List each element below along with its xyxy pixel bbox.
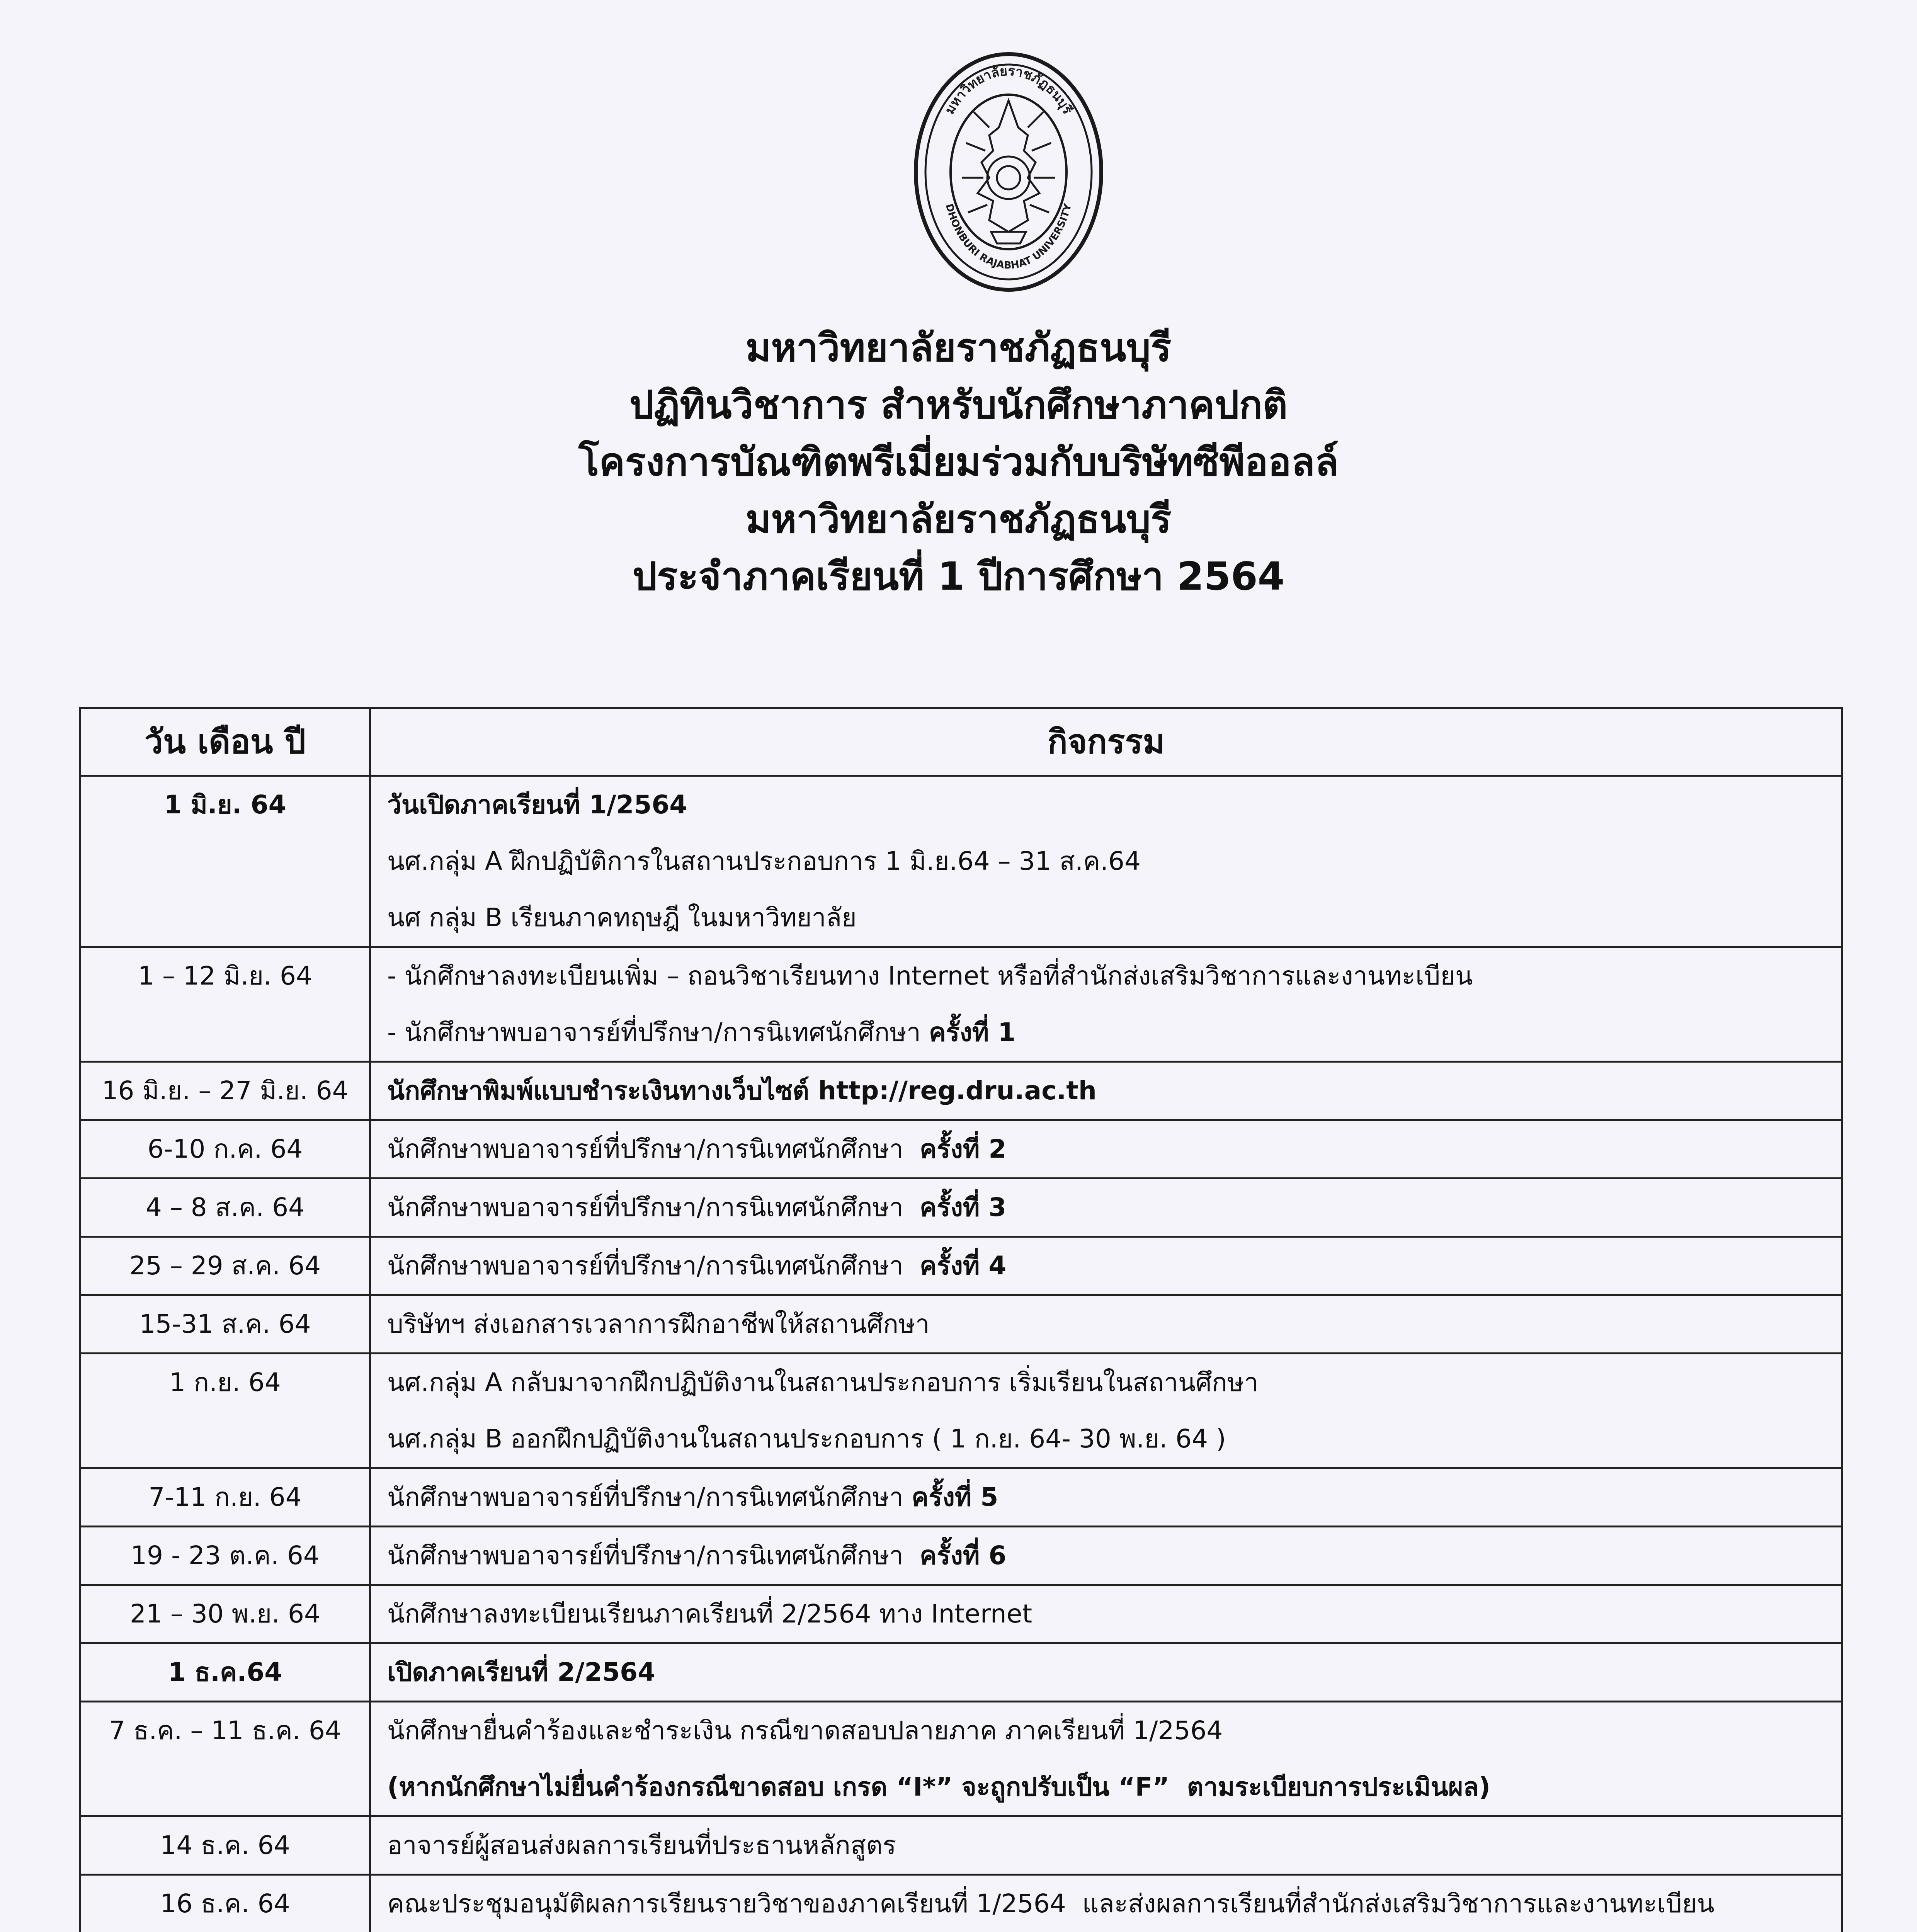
activity-text: วันเปิดภาคเรียนที่ 1/2564 bbox=[387, 790, 687, 820]
table-row bbox=[80, 1354, 1842, 1468]
row-activity bbox=[370, 1062, 1842, 1120]
table-row bbox=[80, 1643, 1842, 1702]
activity-line bbox=[387, 889, 1841, 946]
activity-text: นศ กลุ่ม B เรียนภาคทฤษฎี ในมหาวิทยาลัย bbox=[387, 903, 857, 932]
row-date: 16 ธ.ค. 64 bbox=[80, 1875, 370, 1932]
table-row bbox=[80, 1702, 1842, 1816]
row-date: 1 ก.ย. 64 bbox=[80, 1354, 370, 1468]
session-number: ครั้งที่ 2 bbox=[920, 1134, 1007, 1164]
activity-line bbox=[387, 1759, 1841, 1815]
activity-line bbox=[387, 1354, 1841, 1411]
activity-line bbox=[387, 1876, 1841, 1932]
date-column-header: วัน เดือน ปี bbox=[80, 708, 370, 776]
heading-term: ประจำภาคเรียนที่ 1 ปีการศึกษา 2564 bbox=[632, 554, 1285, 599]
table-row bbox=[80, 1875, 1842, 1932]
row-date: 1 ธ.ค.64 bbox=[80, 1643, 370, 1702]
activity-line bbox=[387, 1063, 1841, 1119]
activity-text: นักศึกษาพิมพ์แบบชำระเงินทางเว็บไซต์ http://reg.dru.ac.th bbox=[387, 1076, 1097, 1105]
row-activity bbox=[370, 1468, 1842, 1527]
activity-line bbox=[387, 1121, 1841, 1177]
activity-line bbox=[387, 1644, 1841, 1701]
table-row bbox=[80, 776, 1842, 947]
activity-text: นักศึกษาลงทะเบียนเรียนภาคเรียนที่ 2/2564 ทาง Internet bbox=[387, 1599, 1032, 1629]
activity-text: บริษัทฯ ส่งเอกสารเวลาการฝึกอาชีพให้สถานศึกษา bbox=[387, 1309, 930, 1339]
row-date: 21 – 30 พ.ย. 64 bbox=[80, 1585, 370, 1643]
document-headings bbox=[0, 325, 1917, 614]
session-number: ครั้งที่ 6 bbox=[920, 1541, 1007, 1570]
activity-text: คณะประชุมอนุมัติผลการเรียนรายวิชาของภาคเรียนที่ 1/2564 และส่งผลการเรียนที่สำนักส่งเสริมวิชาการและงานทะเบียน bbox=[387, 1889, 1715, 1918]
activity-column-header: กิจกรรม bbox=[370, 708, 1842, 776]
activity-text: อาจารย์ผู้สอนส่งผลการเรียนที่ประธานหลักสูตร bbox=[387, 1830, 896, 1860]
row-activity bbox=[370, 1295, 1842, 1354]
table-row bbox=[80, 1120, 1842, 1179]
activity-text: - นักศึกษาลงทะเบียนเพิ่ม – ถอนวิชาเรียนทาง Internet หรือที่สำนักส่งเสริมวิชาการและงานทะเบียน bbox=[387, 961, 1473, 991]
row-date: 7 ธ.ค. – 11 ธ.ค. 64 bbox=[80, 1702, 370, 1816]
row-activity bbox=[370, 1354, 1842, 1468]
row-activity bbox=[370, 1875, 1842, 1932]
seal-ring-text-top: มหาวิทยาลัยราชภัฏธนบุรี bbox=[942, 63, 1075, 117]
session-number: ครั้งที่ 3 bbox=[920, 1192, 1007, 1222]
activity-line bbox=[387, 833, 1841, 889]
row-date: 1 มิ.ย. 64 bbox=[80, 776, 370, 947]
row-activity bbox=[370, 1527, 1842, 1585]
row-date: 7-11 ก.ย. 64 bbox=[80, 1468, 370, 1527]
row-activity bbox=[370, 1702, 1842, 1816]
row-date: 25 – 29 ส.ค. 64 bbox=[80, 1237, 370, 1295]
heading-university: มหาวิทยาลัยราชภัฏธนบุรี bbox=[745, 325, 1172, 370]
activity-text: เปิดภาคเรียนที่ 2/2564 bbox=[387, 1657, 656, 1687]
activity-text: นักศึกษาพบอาจารย์ที่ปรึกษา/การนิเทศนักศึกษา bbox=[387, 1482, 912, 1512]
activity-text: นักศึกษาพบอาจารย์ที่ปรึกษา/การนิเทศนักศึกษา bbox=[387, 1192, 920, 1222]
session-number: ครั้งที่ 4 bbox=[920, 1251, 1007, 1281]
heading-calendar: ปฏิทินวิชาการ สำหรับนักศึกษาภาคปกติ bbox=[629, 382, 1288, 427]
row-date: 16 มิ.ย. – 27 มิ.ย. 64 bbox=[80, 1062, 370, 1120]
activity-line bbox=[387, 1586, 1841, 1642]
activity-text: นักศึกษายื่นคำร้องและชำระเงิน กรณีขาดสอบปลายภาค ภาคเรียนที่ 1/2564 bbox=[387, 1716, 1223, 1745]
row-date: 19 - 23 ต.ค. 64 bbox=[80, 1527, 370, 1585]
activity-line bbox=[387, 1469, 1841, 1526]
activity-text: นักศึกษาพบอาจารย์ที่ปรึกษา/การนิเทศนักศึกษา bbox=[387, 1251, 920, 1281]
table-row bbox=[80, 1527, 1842, 1585]
row-activity bbox=[370, 1237, 1842, 1295]
activity-text: นศ.กลุ่ม A กลับมาจากฝึกปฏิบัติงานในสถานประกอบการ เริ่มเรียนในสถานศึกษา bbox=[387, 1367, 1259, 1397]
academic-calendar-table bbox=[79, 707, 1843, 1932]
row-activity bbox=[370, 1179, 1842, 1237]
activity-text: นศ.กลุ่ม B ออกฝึกปฏิบัติงานในสถานประกอบการ ( 1 ก.ย. 64- 30 พ.ย. 64 ) bbox=[387, 1424, 1226, 1454]
table-row bbox=[80, 1585, 1842, 1643]
activity-line bbox=[387, 1527, 1841, 1584]
activity-line bbox=[387, 1817, 1841, 1874]
table-row bbox=[80, 1468, 1842, 1527]
session-number: ครั้งที่ 1 bbox=[929, 1017, 1016, 1047]
activity-line bbox=[387, 1411, 1841, 1467]
heading-project: โครงการบัณฑิตพรีเมี่ยมร่วมกับบริษัทซีพีออลล์ bbox=[578, 439, 1339, 485]
row-activity bbox=[370, 1816, 1842, 1875]
university-seal-logo bbox=[912, 50, 1105, 294]
table-row bbox=[80, 947, 1842, 1062]
activity-line bbox=[387, 1296, 1841, 1352]
row-date: 1 – 12 มิ.ย. 64 bbox=[80, 947, 370, 1062]
row-date: 15-31 ส.ค. 64 bbox=[80, 1295, 370, 1354]
table-row bbox=[80, 1295, 1842, 1354]
activity-line bbox=[387, 1702, 1841, 1759]
activity-text: - นักศึกษาพบอาจารย์ที่ปรึกษา/การนิเทศนักศึกษา bbox=[387, 1017, 929, 1047]
row-date: 4 – 8 ส.ค. 64 bbox=[80, 1179, 370, 1237]
table-header-row bbox=[80, 708, 1842, 776]
session-number: ครั้งที่ 5 bbox=[912, 1482, 998, 1512]
activity-text: นักศึกษาพบอาจารย์ที่ปรึกษา/การนิเทศนักศึกษา bbox=[387, 1134, 920, 1164]
activity-line bbox=[387, 948, 1841, 1004]
heading-university-repeat: มหาวิทยาลัยราชภัฏธนบุรี bbox=[745, 497, 1172, 542]
activity-line bbox=[387, 1004, 1841, 1061]
seal-ring-text-bottom: DHONBURI RAJABHAT UNIVERSITY bbox=[943, 202, 1074, 272]
row-activity bbox=[370, 776, 1842, 947]
row-activity bbox=[370, 1585, 1842, 1643]
table-row bbox=[80, 1062, 1842, 1120]
table-body bbox=[80, 776, 1842, 1932]
activity-text: นักศึกษาพบอาจารย์ที่ปรึกษา/การนิเทศนักศึกษา bbox=[387, 1541, 920, 1570]
table-row bbox=[80, 1237, 1842, 1295]
table-row bbox=[80, 1816, 1842, 1875]
row-activity bbox=[370, 1643, 1842, 1702]
activity-line bbox=[387, 777, 1841, 833]
activity-line bbox=[387, 1179, 1841, 1236]
activity-text: (หากนักศึกษาไม่ยื่นคำร้องกรณีขาดสอบ เกรด “I*” จะถูกปรับเป็น “F” ตามระเบียบการประเมินผล) bbox=[387, 1772, 1490, 1802]
activity-line bbox=[387, 1238, 1841, 1294]
activity-text: นศ.กลุ่ม A ฝึกปฏิบัติการในสถานประกอบการ 1 มิ.ย.64 – 31 ส.ค.64 bbox=[387, 846, 1141, 876]
table-row bbox=[80, 1179, 1842, 1237]
row-activity bbox=[370, 1120, 1842, 1179]
row-activity bbox=[370, 947, 1842, 1062]
row-date: 14 ธ.ค. 64 bbox=[80, 1816, 370, 1875]
row-date: 6-10 ก.ค. 64 bbox=[80, 1120, 370, 1179]
